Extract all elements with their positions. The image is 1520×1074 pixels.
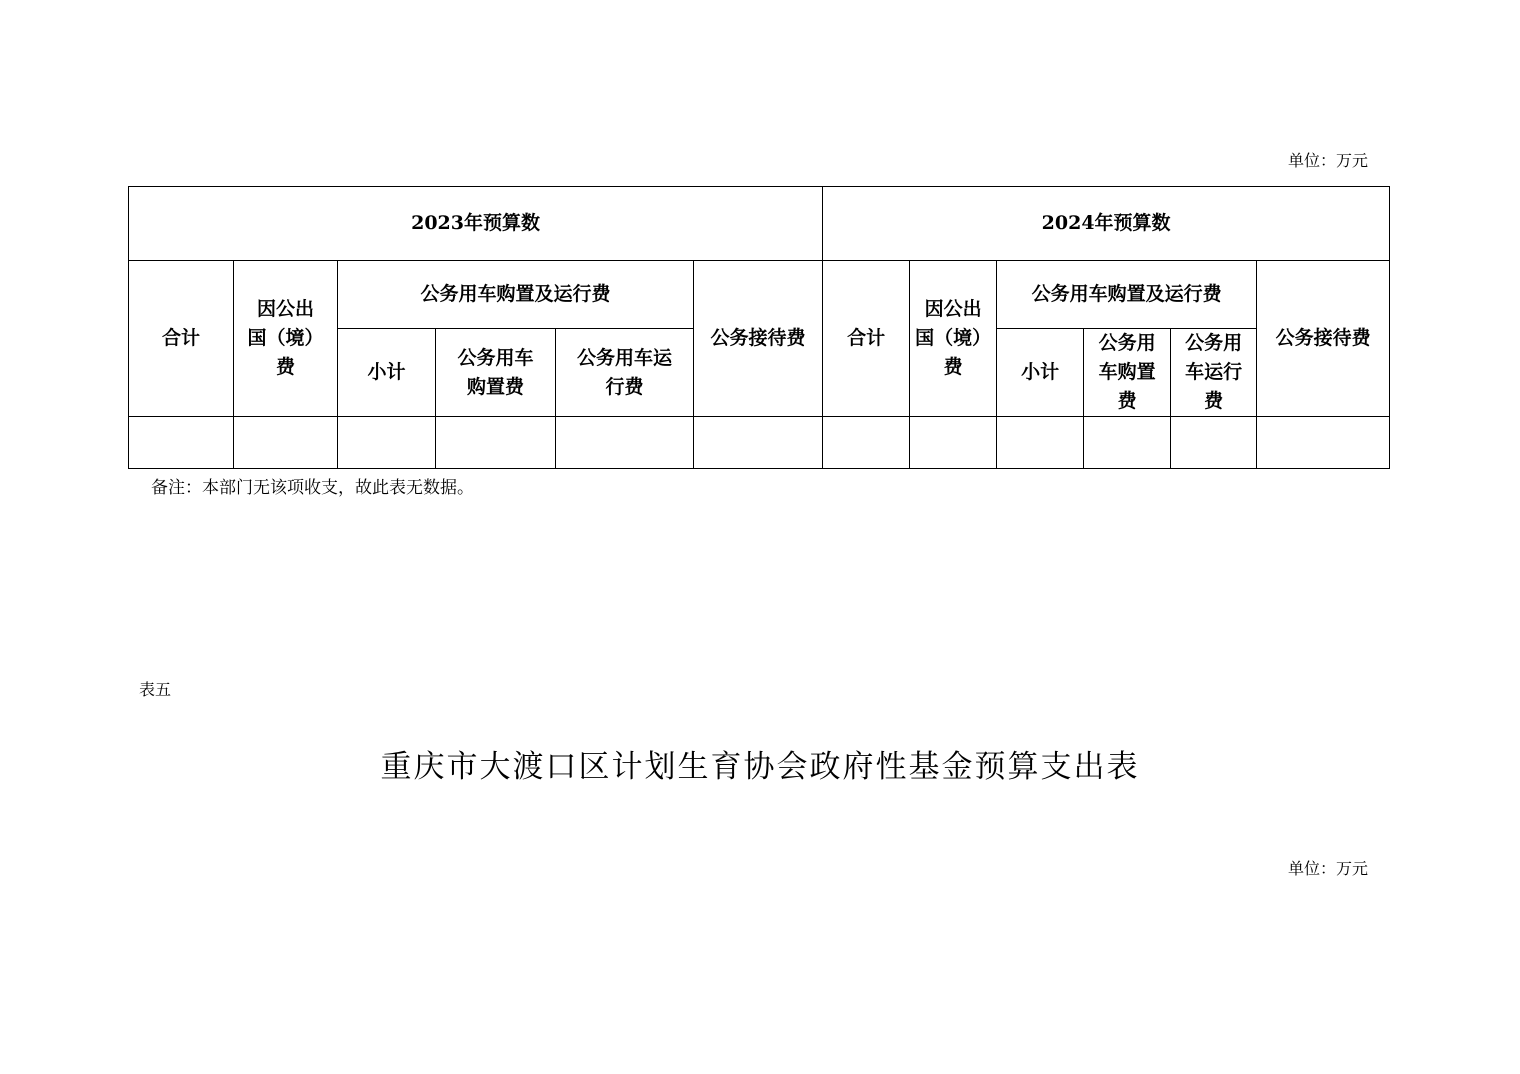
header-reception-2023: 公务接待费 [694, 261, 823, 417]
header-total-2024: 合计 [823, 261, 910, 417]
table-cell [129, 417, 234, 469]
table-cell [556, 417, 694, 469]
header-reception-2024: 公务接待费 [1257, 261, 1390, 417]
header-2023: 2023年预算数 [129, 187, 823, 261]
budget-table [128, 186, 1390, 469]
header-subtotal-2023: 小计 [338, 329, 436, 417]
table-note: 备注：本部门无该项收支，故此表无数据。 [151, 478, 474, 498]
header-overseas-2023: 因公出 国（境） 费 [234, 261, 338, 417]
table-cell [997, 417, 1084, 469]
table-number: 表五 [139, 680, 172, 699]
header-2024: 2024年预算数 [823, 187, 1390, 261]
header-overseas-2024: 因公出 国（境） 费 [910, 261, 997, 417]
header-purchase-2024: 公务用 车购置 费 [1084, 329, 1171, 417]
table-cell [823, 417, 910, 469]
header-purchase-2023: 公务用车 购置费 [436, 329, 556, 417]
table-cell [1171, 417, 1257, 469]
header-operation-2024: 公务用 车运行 费 [1171, 329, 1257, 417]
table-cell [436, 417, 556, 469]
table-cell [1257, 417, 1390, 469]
table-cell [694, 417, 823, 469]
table-cell [1084, 417, 1171, 469]
unit-label-top: 单位：万元 [1288, 151, 1369, 170]
page-title: 重庆市大渡口区计划生育协会政府性基金预算支出表 [380, 749, 1140, 785]
header-operation-2023: 公务用车运 行费 [556, 329, 694, 417]
table-row [129, 417, 1390, 469]
table-cell [338, 417, 436, 469]
table-cell [234, 417, 338, 469]
header-vehicle-group-2023: 公务用车购置及运行费 [338, 261, 694, 329]
header-vehicle-group-2024: 公务用车购置及运行费 [997, 261, 1257, 329]
header-total-2023: 合计 [129, 261, 234, 417]
table-cell [910, 417, 997, 469]
unit-label-bottom: 单位：万元 [1288, 859, 1369, 878]
header-subtotal-2024: 小计 [997, 329, 1084, 417]
